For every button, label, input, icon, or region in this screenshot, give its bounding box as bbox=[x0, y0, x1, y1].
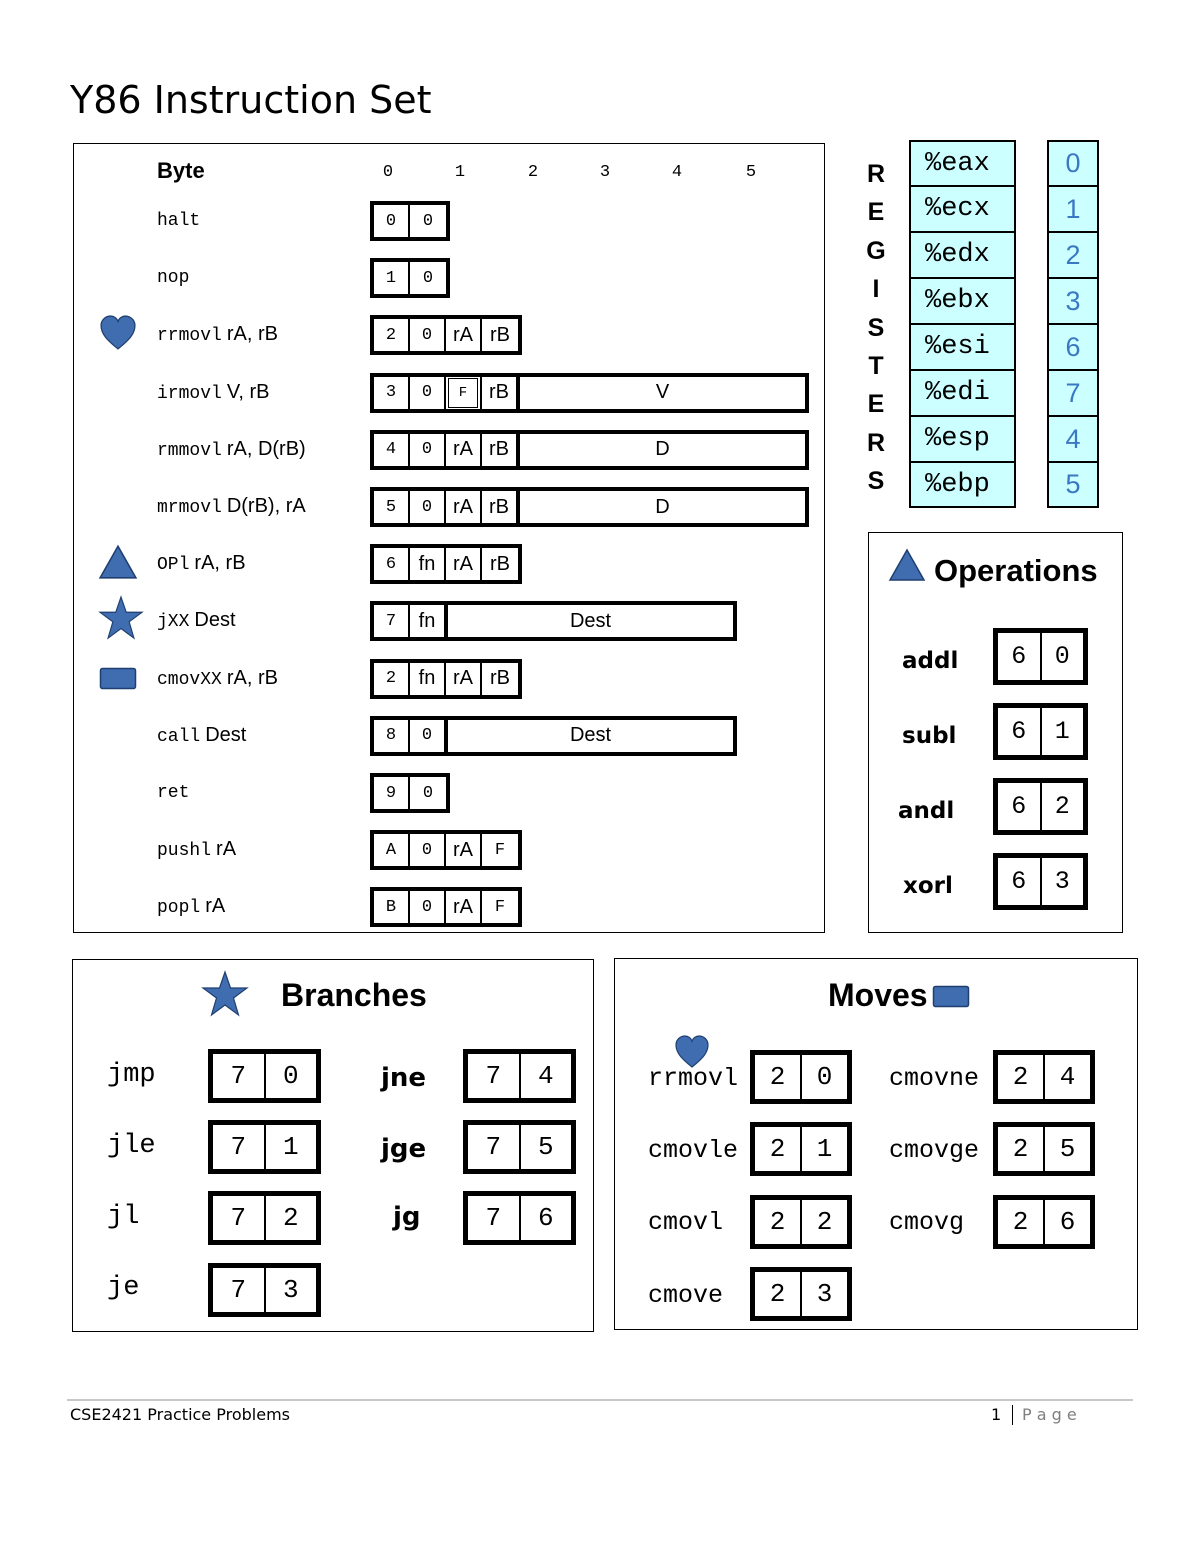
encoding-box bbox=[370, 830, 522, 870]
branches-title: Branches bbox=[281, 977, 427, 1013]
register-banner-letter: E bbox=[867, 198, 885, 227]
byte-header: Byte bbox=[157, 158, 205, 183]
encoding-cell: fn bbox=[410, 663, 446, 695]
register-banner-letter: G bbox=[866, 236, 886, 265]
mnemonic-text: halt bbox=[157, 211, 201, 231]
operation-name: andl bbox=[898, 798, 955, 824]
encoding-box bbox=[370, 773, 450, 813]
encoding-cell: F bbox=[494, 840, 506, 860]
register-name: %esp bbox=[909, 416, 1016, 462]
byte-col-4: 4 bbox=[671, 163, 683, 182]
encoding-box bbox=[370, 258, 450, 298]
star-icon bbox=[98, 595, 144, 641]
mnemonic-text: OPl bbox=[157, 555, 190, 576]
byte-col-0: 0 bbox=[382, 163, 394, 182]
branch-name: jmp bbox=[107, 1060, 156, 1090]
encoding-box bbox=[370, 601, 737, 641]
encoding-cell: 0 bbox=[374, 205, 410, 237]
mnemonic-text: rmmovl bbox=[157, 440, 222, 461]
operand-text: rA, rB bbox=[226, 666, 278, 689]
move-name: cmove bbox=[648, 1281, 724, 1310]
code-digit: 4 bbox=[1059, 1062, 1076, 1092]
code-digit: 2 bbox=[755, 1055, 802, 1099]
encoding-cell: 0 bbox=[410, 377, 446, 409]
byte-col-2: 2 bbox=[527, 163, 539, 182]
encoding-cell: 0 bbox=[422, 783, 434, 803]
register-banner-letter: E bbox=[867, 390, 885, 419]
mnemonic-text: rrmovl bbox=[157, 326, 222, 347]
operation-name: xorl bbox=[903, 873, 953, 899]
move-name: cmovne bbox=[889, 1064, 980, 1093]
branch-code-box bbox=[208, 1263, 321, 1317]
register-id: 5 bbox=[1047, 462, 1099, 508]
register-id: 6 bbox=[1047, 324, 1099, 370]
mnemonic-text: ret bbox=[157, 783, 190, 803]
code-digit: 6 bbox=[998, 633, 1042, 680]
encoding-cell: rB bbox=[482, 491, 518, 523]
code-digit: 5 bbox=[537, 1132, 554, 1162]
encoding-cell: 0 bbox=[410, 491, 446, 523]
instruction-mnemonic bbox=[157, 609, 236, 632]
code-digit: 0 bbox=[282, 1061, 299, 1091]
register-id: 3 bbox=[1047, 278, 1099, 324]
code-digit: 2 bbox=[755, 1127, 802, 1171]
operand-text: Dest bbox=[205, 723, 247, 746]
instruction-mnemonic bbox=[157, 895, 225, 918]
mnemonic-text: nop bbox=[157, 268, 190, 289]
instruction-mnemonic bbox=[157, 323, 278, 346]
instruction-mnemonic bbox=[157, 266, 189, 288]
encoding-field: D bbox=[518, 491, 805, 523]
encoding-cell: 5 bbox=[374, 491, 410, 523]
code-digit: 2 bbox=[282, 1203, 299, 1233]
encoding-cell: 1 bbox=[374, 262, 410, 294]
encoding-cell: rA bbox=[446, 434, 482, 466]
register-banner-letter: T bbox=[868, 352, 884, 380]
register-name: %eax bbox=[909, 140, 1016, 186]
encoding-box bbox=[370, 544, 522, 584]
encoding-cell: 0 bbox=[422, 268, 434, 288]
branch-code-box bbox=[208, 1049, 321, 1103]
byte-col-1: 1 bbox=[454, 163, 466, 182]
code-digit: 2 bbox=[998, 1055, 1045, 1099]
code-digit: 7 bbox=[213, 1054, 266, 1098]
encoding-cell: A bbox=[374, 834, 410, 866]
operand-text: rA, rB bbox=[194, 552, 246, 575]
register-name: %ebx bbox=[909, 278, 1016, 324]
encoding-box bbox=[370, 201, 450, 241]
star-icon bbox=[201, 970, 249, 1018]
mnemonic-text: call bbox=[157, 726, 201, 747]
encoding-box bbox=[370, 887, 522, 927]
instruction-mnemonic bbox=[157, 838, 236, 861]
encoding-cell: rB bbox=[490, 323, 510, 346]
operation-code-box bbox=[993, 703, 1088, 760]
code-digit: 7 bbox=[213, 1196, 266, 1240]
code-digit: 5 bbox=[1059, 1134, 1076, 1164]
instruction-mnemonic bbox=[157, 667, 278, 690]
operand-text: D(rB), rA bbox=[226, 495, 306, 517]
encoding-cell bbox=[446, 377, 482, 409]
encoding-cell: rB bbox=[490, 667, 510, 690]
encoding-cell: 0 bbox=[410, 891, 446, 923]
operand-text: V, rB bbox=[226, 380, 270, 403]
operation-code-box bbox=[993, 853, 1088, 910]
encoding-cell: rA bbox=[446, 319, 482, 351]
footer-page-number: 1 bbox=[991, 1405, 1002, 1424]
byte-col-3: 3 bbox=[599, 163, 611, 182]
move-code-box bbox=[993, 1195, 1095, 1249]
move-name: rrmovl bbox=[648, 1064, 739, 1093]
encoding-box bbox=[370, 487, 809, 527]
encoding-field: D bbox=[518, 434, 805, 466]
code-digit: 2 bbox=[998, 1200, 1045, 1244]
encoding-field: Dest bbox=[446, 605, 733, 637]
code-digit: 0 bbox=[1054, 642, 1070, 671]
register-id: 7 bbox=[1047, 370, 1099, 416]
encoding-field: Dest bbox=[446, 720, 733, 752]
register-id: 1 bbox=[1047, 186, 1099, 232]
mnemonic-text: irmovl bbox=[157, 383, 222, 404]
operand-text: Dest bbox=[194, 609, 236, 632]
code-digit: 0 bbox=[816, 1062, 833, 1092]
register-name: %edx bbox=[909, 232, 1016, 278]
operation-code-box bbox=[993, 778, 1088, 835]
triangle-icon bbox=[888, 548, 926, 582]
encoding-cell: rB bbox=[482, 434, 518, 466]
code-digit: 4 bbox=[537, 1061, 554, 1091]
register-banner-letter: S bbox=[867, 313, 885, 342]
move-code-box bbox=[750, 1195, 852, 1249]
move-code-box bbox=[993, 1050, 1095, 1104]
encoding-cell: rB bbox=[482, 377, 518, 409]
encoding-cell: 8 bbox=[374, 720, 410, 752]
instruction-mnemonic bbox=[157, 781, 189, 803]
move-name: cmovge bbox=[889, 1136, 980, 1165]
encoding-cell: rA bbox=[446, 663, 482, 695]
code-digit: 3 bbox=[816, 1279, 833, 1309]
encoding-cell: 9 bbox=[374, 777, 410, 809]
mnemonic-text: mrmovl bbox=[157, 498, 222, 518]
page-title: Y86 Instruction Set bbox=[70, 78, 432, 122]
branch-code-box bbox=[463, 1191, 576, 1245]
code-digit: 2 bbox=[755, 1272, 802, 1316]
encoding-f-box: F bbox=[448, 378, 478, 408]
encoding-cell: 3 bbox=[374, 377, 410, 409]
triangle-icon bbox=[98, 544, 138, 580]
move-name: cmovl bbox=[648, 1208, 724, 1237]
register-id: 0 bbox=[1047, 140, 1099, 186]
branch-code-box bbox=[208, 1191, 321, 1245]
register-id: 4 bbox=[1047, 416, 1099, 462]
encoding-cell: 0 bbox=[410, 434, 446, 466]
register-banner-letter: I bbox=[872, 275, 880, 304]
code-digit: 7 bbox=[468, 1054, 521, 1098]
encoding-box bbox=[370, 315, 522, 355]
branch-name: jl bbox=[107, 1202, 140, 1232]
move-code-box bbox=[993, 1122, 1095, 1176]
move-code-box bbox=[750, 1267, 852, 1321]
operations-title: Operations bbox=[934, 553, 1098, 588]
encoding-box bbox=[370, 430, 809, 470]
encoding-cell: 4 bbox=[374, 434, 410, 466]
footer-course: CSE2421 Practice Problems bbox=[70, 1405, 290, 1424]
footer-separator bbox=[1012, 1405, 1013, 1425]
branch-name: jle bbox=[107, 1131, 156, 1161]
encoding-field: V bbox=[518, 377, 805, 409]
instruction-mnemonic bbox=[157, 381, 269, 404]
branch-code-box bbox=[208, 1120, 321, 1174]
encoding-cell: rA bbox=[446, 891, 482, 923]
encoding-cell: B bbox=[374, 891, 410, 923]
code-digit: 7 bbox=[213, 1125, 266, 1169]
encoding-cell: rA bbox=[446, 491, 482, 523]
operation-name: subl bbox=[902, 723, 957, 749]
mnemonic-text: popl bbox=[157, 898, 201, 919]
byte-col-5: 5 bbox=[745, 163, 757, 182]
code-digit: 6 bbox=[998, 708, 1042, 755]
branch-name: jg bbox=[393, 1202, 421, 1232]
code-digit: 6 bbox=[998, 858, 1042, 905]
mnemonic-text: cmovXX bbox=[157, 669, 222, 690]
branch-code-box bbox=[463, 1120, 576, 1174]
heart-icon bbox=[98, 315, 138, 351]
encoding-cell: F bbox=[494, 897, 506, 917]
code-digit: 2 bbox=[816, 1207, 833, 1237]
mnemonic-text: jXX bbox=[157, 612, 190, 633]
code-digit: 2 bbox=[998, 1127, 1045, 1171]
instruction-mnemonic bbox=[157, 495, 306, 518]
rectangle-icon bbox=[932, 985, 970, 1009]
mnemonic-text: pushl bbox=[157, 841, 212, 862]
register-banner-letter: R bbox=[866, 160, 886, 188]
branch-name: jne bbox=[381, 1063, 427, 1093]
branch-name: jge bbox=[381, 1134, 427, 1164]
code-digit: 7 bbox=[468, 1125, 521, 1169]
rectangle-icon bbox=[98, 667, 138, 691]
encoding-cell: fn bbox=[410, 605, 446, 637]
encoding-cell: rA bbox=[446, 834, 482, 866]
instruction-mnemonic bbox=[157, 552, 246, 575]
instruction-mnemonic bbox=[157, 209, 200, 231]
operation-code-box bbox=[993, 628, 1088, 685]
operand-text: rA bbox=[205, 895, 226, 918]
code-digit: 1 bbox=[816, 1134, 833, 1164]
footer-rule bbox=[67, 1399, 1133, 1401]
encoding-cell: 0 bbox=[410, 319, 446, 351]
code-digit: 2 bbox=[1054, 792, 1070, 821]
code-digit: 1 bbox=[282, 1132, 299, 1162]
register-id: 2 bbox=[1047, 232, 1099, 278]
register-name: %edi bbox=[909, 370, 1016, 416]
code-digit: 7 bbox=[468, 1196, 521, 1240]
code-digit: 2 bbox=[755, 1200, 802, 1244]
code-digit: 6 bbox=[1059, 1207, 1076, 1237]
encoding-box bbox=[370, 659, 522, 699]
register-name: %ebp bbox=[909, 462, 1016, 508]
move-name: cmovg bbox=[889, 1208, 965, 1237]
encoding-cell: 0 bbox=[410, 720, 446, 752]
encoding-cell: 0 bbox=[422, 211, 434, 231]
operand-text: rA, rB bbox=[226, 323, 278, 346]
register-banner-letter: R bbox=[866, 428, 886, 457]
encoding-cell: 0 bbox=[410, 834, 446, 866]
encoding-cell: fn bbox=[410, 548, 446, 580]
instruction-mnemonic bbox=[157, 438, 306, 461]
encoding-box bbox=[370, 716, 737, 756]
code-digit: 7 bbox=[213, 1268, 266, 1312]
register-banner-letter: S bbox=[867, 467, 885, 496]
code-digit: 1 bbox=[1054, 717, 1070, 746]
encoding-cell: 7 bbox=[374, 605, 410, 637]
code-digit: 6 bbox=[537, 1203, 554, 1233]
footer-page-word: P a g e bbox=[1022, 1405, 1077, 1424]
encoding-cell: 2 bbox=[374, 319, 410, 351]
instruction-mnemonic bbox=[157, 724, 246, 747]
operand-text: rA bbox=[216, 838, 237, 861]
encoding-cell: rA bbox=[446, 548, 482, 580]
branch-name: je bbox=[107, 1273, 140, 1303]
register-name: %ecx bbox=[909, 186, 1016, 232]
code-digit: 3 bbox=[282, 1275, 299, 1305]
moves-title: Moves bbox=[828, 977, 928, 1013]
encoding-cell: 2 bbox=[374, 663, 410, 695]
encoding-cell: 6 bbox=[374, 548, 410, 580]
encoding-box bbox=[370, 373, 809, 413]
operation-name: addl bbox=[902, 648, 959, 674]
operand-text: rA, D(rB) bbox=[226, 437, 306, 460]
branch-code-box bbox=[463, 1049, 576, 1103]
move-name: cmovle bbox=[648, 1136, 739, 1165]
register-name: %esi bbox=[909, 324, 1016, 370]
code-digit: 3 bbox=[1054, 867, 1070, 896]
move-code-box bbox=[750, 1050, 852, 1104]
encoding-cell: rB bbox=[490, 552, 510, 575]
move-code-box bbox=[750, 1122, 852, 1176]
code-digit: 6 bbox=[998, 783, 1042, 830]
